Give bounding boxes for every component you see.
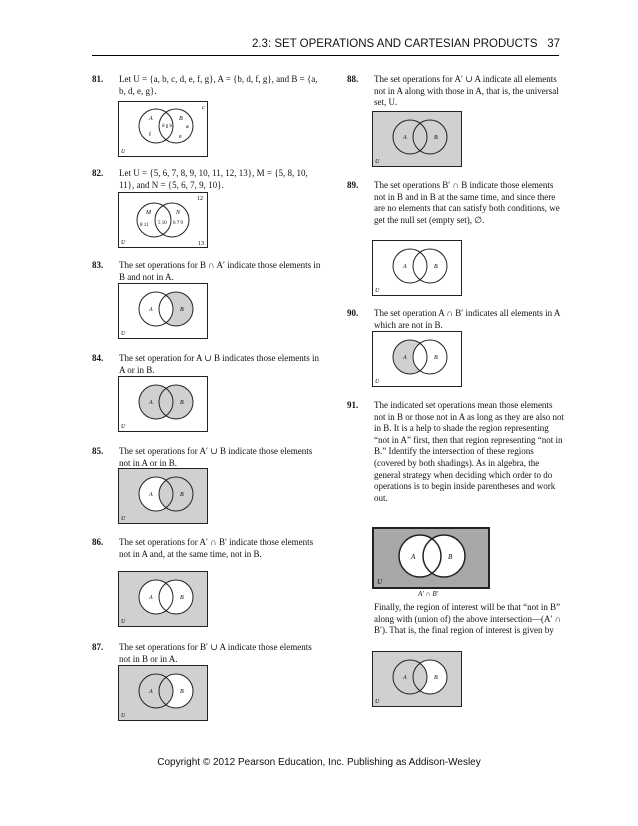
problem-82 xyxy=(92,168,322,191)
venn-diagram-86 xyxy=(118,571,208,627)
venn-diagram-91b xyxy=(372,651,462,707)
problem-number: 82. xyxy=(92,168,104,178)
problem-number: 86. xyxy=(92,537,104,547)
label-n: N xyxy=(176,210,181,216)
label-u: U xyxy=(121,713,126,719)
problem-number: 87. xyxy=(92,642,104,652)
problem-91-continued xyxy=(347,602,565,637)
problem-number: 90. xyxy=(347,308,359,318)
label-u: U xyxy=(375,159,380,165)
label-b: B xyxy=(180,400,184,406)
label-13: 13 xyxy=(198,241,204,247)
label-b: B xyxy=(180,595,184,601)
problem-90 xyxy=(347,308,565,331)
problem-number: 91. xyxy=(347,400,359,410)
label-a: A xyxy=(149,595,153,601)
problem-84 xyxy=(92,353,322,376)
problem-number: 89. xyxy=(347,180,359,190)
label-u: U xyxy=(121,149,126,155)
label-u: U xyxy=(375,379,380,385)
venn-diagram-85 xyxy=(118,468,208,524)
problem-81 xyxy=(92,74,322,97)
label-a: A xyxy=(403,675,407,681)
header-rule xyxy=(92,55,559,56)
problem-text: Let U = {5, 6, 7, 8, 9, 10, 11, 12, 13}, M = {5, 8, 10, 11}, and N = {5, 6, 7, 9, 10}. xyxy=(119,168,308,190)
venn-diagram-81 xyxy=(118,101,208,157)
label-b: B xyxy=(434,675,438,681)
page-number: 37 xyxy=(547,38,560,50)
problem-number: 88. xyxy=(347,74,359,84)
problem-87 xyxy=(92,642,322,665)
label-a: A xyxy=(149,400,153,406)
label-b: B xyxy=(180,307,184,313)
label-b: B xyxy=(448,553,453,561)
problem-text: The set operations for B′ ∪ A indicate those elements not in B or in A. xyxy=(119,642,312,664)
elem-5-10: 5 10 xyxy=(158,221,167,226)
label-b: B xyxy=(180,689,184,695)
label-a: A xyxy=(149,116,153,122)
venn-diagram-89 xyxy=(372,240,462,296)
elem-dgb: d g b xyxy=(162,124,172,129)
problem-number: 84. xyxy=(92,353,104,363)
problem-text: The set operations B′ ∩ B indicate those elements not in B and in B at the same time, and since there are no elements that can satisfy both conditions, we get the null set (empty set), ∅. xyxy=(374,180,560,225)
problem-text: Let U = {a, b, c, d, e, f, g}, A = {b, d, f, g}, and B = {a, b, d, e, g}. xyxy=(119,74,318,96)
problem-86 xyxy=(92,537,322,560)
label-u: U xyxy=(375,699,380,705)
label-a: A xyxy=(149,492,153,498)
label-u: U xyxy=(121,619,126,625)
venn-diagram-87 xyxy=(118,665,208,721)
label-u: U xyxy=(375,288,380,294)
label-m: M xyxy=(146,210,151,216)
problem-text: The set operations for A′ ∩ B′ indicate those elements not in A and, at the same time, not in B. xyxy=(119,537,314,559)
venn-diagram-88 xyxy=(372,111,462,167)
label-a: A xyxy=(403,264,407,270)
problem-text: The indicated set operations mean those elements not in B or those not in A as long as they are also not in B. It is a help to shade the region representing “not in A” first, then that region representing “not in B.” Identify the intersection of these regions (covered by both shadings). As in algebra, the general strategy when deciding which order to do operations is to begin inside parentheses and work out. xyxy=(374,400,564,503)
elem-6-7-9: 6 7 9 xyxy=(173,221,183,226)
label-c: c xyxy=(202,105,205,111)
label-a: A xyxy=(149,689,153,695)
problem-text: The set operations for A′ ∪ B indicate those elements not in A or in B. xyxy=(119,446,313,468)
elem-f: f xyxy=(149,132,151,138)
label-a: A xyxy=(149,307,153,313)
header-title: 2.3: SET OPERATIONS AND CARTESIAN PRODUCTS xyxy=(251,38,538,50)
problem-text: The set operations for B ∩ A′ indicate those elements in B and not in A. xyxy=(119,260,321,282)
problem-number: 85. xyxy=(92,446,104,456)
label-b: B xyxy=(434,264,438,270)
label-u: U xyxy=(121,240,126,246)
label-b: B xyxy=(179,116,183,122)
label-u: U xyxy=(377,578,383,586)
problem-number: 81. xyxy=(92,74,104,84)
copyright-footer: Copyright © 2012 Pearson Education, Inc. Publishing as Addison-Wesley xyxy=(157,757,481,768)
problem-number: 83. xyxy=(92,260,104,270)
problem-text: Finally, the region of interest will be that “not in B” along with (union of) the above intersection—(A′ ∩ B′). That is, the final region of interest is given by xyxy=(374,602,562,636)
label-u: U xyxy=(121,424,126,430)
elem-e: e xyxy=(179,134,182,140)
venn-diagram-84 xyxy=(118,376,208,432)
problem-text: The set operations for A′ ∪ A indicate all elements not in A along with those in A, that is, the universal set, U. xyxy=(374,74,559,108)
label-a: A xyxy=(403,355,407,361)
venn-diagram-82 xyxy=(118,192,208,248)
label-b: B xyxy=(180,492,184,498)
venn-diagram-83 xyxy=(118,283,208,339)
problem-83 xyxy=(92,260,322,283)
venn-diagram-91a xyxy=(372,527,490,589)
caption-91: A′ ∩ B′ xyxy=(418,590,439,598)
label-b: B xyxy=(434,355,438,361)
elem-8-11: 8 11 xyxy=(140,223,149,228)
label-a: A xyxy=(411,553,416,561)
problem-text: The set operation A ∩ B′ indicates all elements in A which are not in B. xyxy=(374,308,560,330)
venn-diagram-90 xyxy=(372,331,462,387)
running-header xyxy=(0,38,560,50)
problem-text: The set operation for A ∪ B indicates those elements in A or in B. xyxy=(119,353,319,375)
problem-91 xyxy=(347,400,565,504)
label-u: U xyxy=(121,516,126,522)
label-a: A xyxy=(403,135,407,141)
label-12: 12 xyxy=(197,196,203,202)
problem-88 xyxy=(347,74,565,109)
problem-89 xyxy=(347,180,565,226)
label-b: B xyxy=(434,135,438,141)
elem-a: a xyxy=(186,124,189,130)
label-u: U xyxy=(121,331,126,337)
problem-85 xyxy=(92,446,322,469)
